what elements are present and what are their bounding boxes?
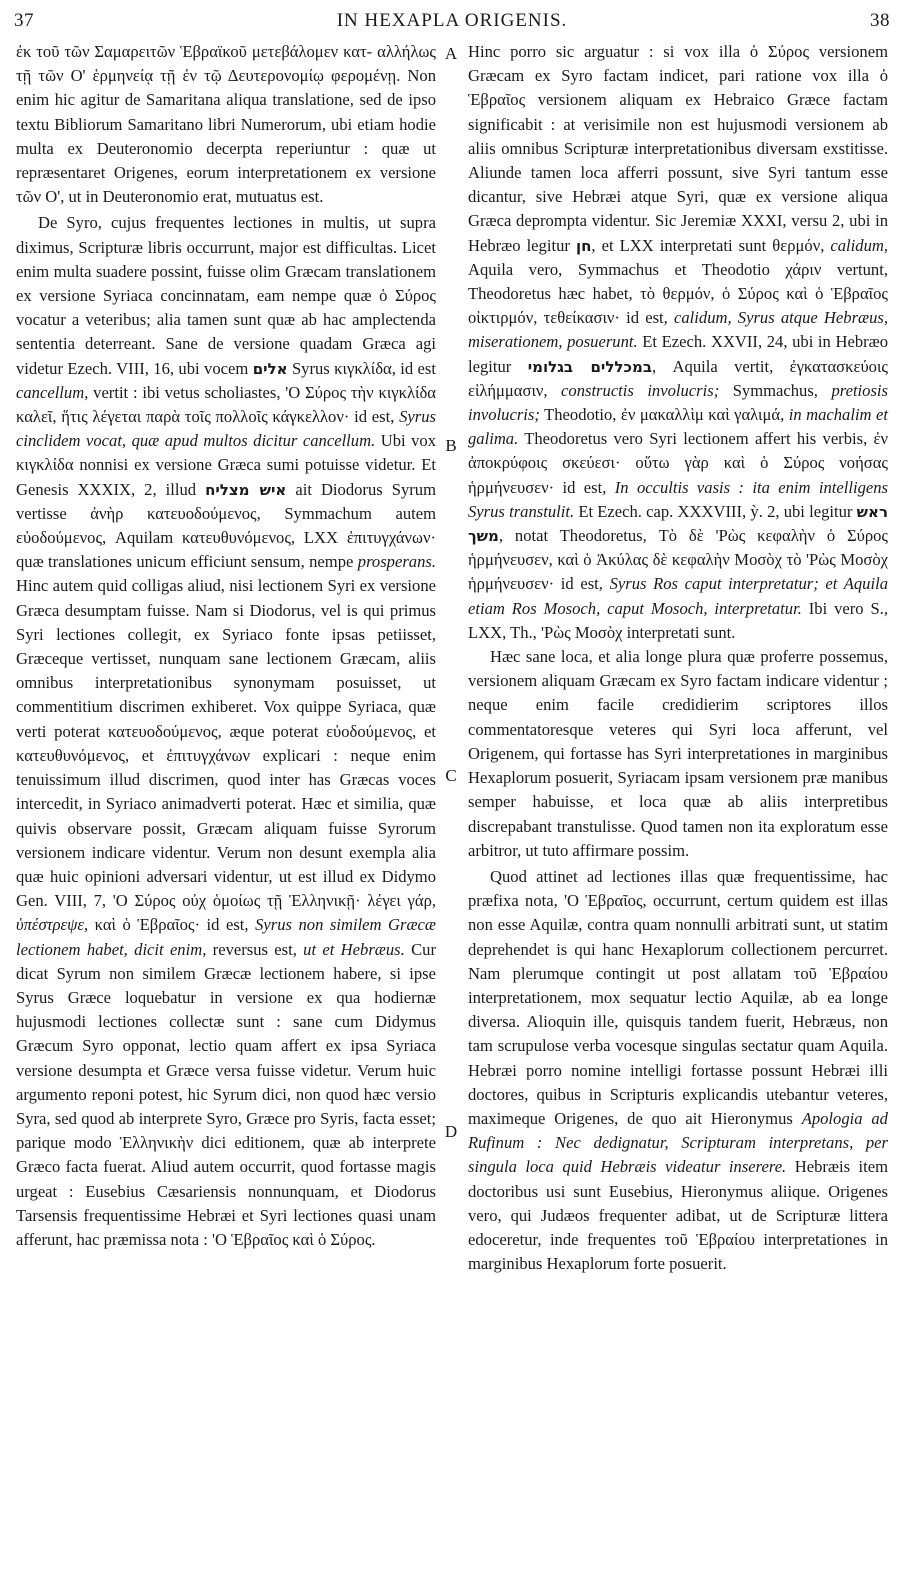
margin-letter-b: B: [445, 436, 457, 455]
left-column: [16, 40, 436, 1252]
hebrew-word: איש מצליח: [205, 480, 287, 499]
left-paragraph-2: De Syro, cujus frequentes lectiones in multis, ut supra diximus, Scripturæ libris occurrunt, major est difficultas. Licet enim multa suadere possint, fuisse olim Græcam translationem ex versione Syriaca concinnatam, eam nempe quæ ὁ Σύρος vocatur a veteribus; alia tamen sunt quæ ab hac amplectenda sententia deterreant. Sane de versione quadam Græca agi videtur Ezech. VIII, 16, ubi vocem אלים Syrus κιγκλίδα, id est cancellum, vertit : ibi vetus scholiastes, 'Ο Σύρος τὴν κιγκλίδα καλεῖ, ἥτις λέγεται παρὰ τοῖς πολλοῖς κάγκελλον· id est, Syrus cinclidem vocat, quæ apud multos dicitur cancellum. Ubi vox κιγκλίδα nonnisi ex versione Græca sumi potuisse videtur. Et Genesis XXXIX, 2, illud איש מצליח ait Diodorus Syrum vertisse ἀνὴρ κατευοδούμενος, Symmachum autem εὐοδούμενος, Aquilam κατευθυνόμενος, LXX ἐπιτυγχάνων· quæ translationes unicum efficiunt sensum, nempe prosperans. Hinc autem quid colligas aliud, nisi lectionem Syri ex versione Græca desumptam fuisse. Nam si Diodorus, vel is qui primus Syri lectiones collegit, ex Syriaco fonte ipsas petiisset, Græceque vertisset, nunquam sane lectionem Græcam, aliis omnibus interpretationibus synonymam posuisset, ut commentitium discrimen exhiberet. Vox quippe Syriaca, quæ verti poterat κατευοδούμενος, æque poterat εὐοδούμενος, et κατευθυνόμενος, et ἐπιτυγχάνων explicari : neque enim tenuissimum illud discrimen, quod inter has Græcas voces intercedit, in Syriaco animadverti poterat. Hæc et similia, quæ quivis observare possit, Græcam aliquam fuisse Syrorum versionem indicare videntur. Verum non desunt exempla alia quæ huic opinioni adversari videntur, ut est illud ex Didymo Gen. VIII, 7, 'Ο Σύρος οὐχ ὁμοίως τῇ Ἑλληνικῇ· λέγει γάρ, ὑπέστρεψε, καὶ ὁ Ἑβραῖος· id est, Syrus non similem Græcæ lectionem habet, dicit enim, reversus est, ut et Hebræus. Cur dicat Syrum non similem Græcæ lectionem habere, si ipse Syrus Græce loquebatur in versione ex qua hodiernæ hujusmodi lectiones collectæ sunt : sane cum Didymus Græcum Syro opponat, lectio quam affert ex ipsa Syriaca versione desumpta et Græce versa fuisse videtur. Verum huic argumento reponi potest, hic Syrum dici, non quod hæc versio Syra, sed quod ab interprete Syro, Græce pro Syris, facta esset; parique modo Ἑλληνικὴν dici editionem, quæ ab interprete Græco facta fuerat. Aliud autem occurrit, quod fortasse magis urgeat : Eusebius Cæsariensis nonnunquam, et Diodorus Tarsensis frequentissime Hebræi et Syri lectiones quasi unam afferunt, hac præmissa nota : 'Ο Ἑβραῖος καὶ ὁ Σύρος.: [16, 213, 436, 1249]
page-number-left: 37: [14, 10, 34, 31]
page-number-right: 38: [870, 10, 890, 31]
right-paragraph-1: Hinc porro sic arguatur : si vox illa ὁ Σύρος versionem Græcam ex Syro factam indicet, pari ratione vox illa ὁ Ἑβραῖος versionem aliquam ex Hebraico Græce factam significabit : at verisimile non est hujusmodi versionem ab aliis omnibus Scripturæ interpretationibus diversam exstitisse. Aliunde tamen loca afferri possunt, sive Syri tantum esse dicantur, sive Hebræi atque Syri, quæ ex versione aliqua Græca deprompta videntur. Sic Jeremiæ XXXI, versu 2, ubi in Hebræo legitur חן, et LXX interpretati sunt θερμόν, calidum, Aquila vero, Symmachus et Theodotio χάριν vertunt, Theodoretus hæc habet, τὸ θερμόν, ὁ Σύρος καὶ ὁ Ἑβραῖος οἰκτιρμόν, τεθείκασιν· id est, calidum, Syrus atque Hebræus, miserationem, posuerunt. Et Ezech. XXVII, 24, ubi in Hebræo legitur במכללים בגלומי, Aquila vertit, ἐγκατασκεύοις εἰλήμμασιν, constructis involucris; Symmachus, pretiosis involucris; Theodotio, ἐν μακαλλὶμ καὶ γαλιμά, in machalim et galima. Theodoretus vero Syri lectionem affert his verbis, ἐν ἀποκρύφοις σκεύεσι· οὕτω γὰρ καὶ ὁ Σύρος νοήσας ἡρμήνευσεν· id est, In occultis vasis : ita enim intelligens Syrus transtulit. Et Ezech. cap. XXXVIII, ỳ. 2, ubi legitur ראש משך, notat Theodoretus, Τὸ δὲ 'Ρὼς κεφαλὴν ὁ Σύρος ἡρμήνευσεν, καὶ ὁ Ἀκύλας δὲ κεφαλὴν Μοσὸχ τὸ 'Ρὼς Μοσὸχ ἡρμήνευσεν· id est, Syrus Ros caput interpretatur; et Aquila etiam Ros Mosoch, caput Mosoch, interpretatur. Ibi vero S., LXX, Th., 'Ρὼς Μοσὸχ interpretati sunt.: [468, 42, 889, 642]
right-paragraph-2: Hæc sane loca, et alia longe plura quæ proferre possemus, versionem aliquam Græcam ex Syro factam indicare videntur ; neque enim facile credidierim scriptores illos commentatoresque veteres qui Syri loca afferunt, vel Origenem, qui fortasse has Syri interpretationes in marginibus Hexaplorum posuerit, Syriacam ipsam versionem præ manibus semper habuisse, et loca quæ ab aliis interpretibus discrepabant transtulisse. Quod tamen non ita exploratum esse arbitror, ut tuto affirmare possim.: [468, 647, 888, 860]
hebrew-word: במכללים בגלומי: [527, 357, 653, 376]
right-paragraph-3: Quod attinet ad lectiones illas quæ frequentissime, hac præfixa nota, 'Ο Ἑβραῖος, occurrunt, certum quidem est illas non esse Aquilæ, contra quam nonnulli arbitrati sunt, ut statim deprehendet is qui hanc Hexaplorum collectionem percurret. Nam plerumque contingit ut post allatam τοῦ Ἑβραίου interpretationem, mox sequatur lectio Aquilæ, ab ea longe diversa. Alioquin ille, quisquis tandem fuerit, Hebræus, non tam scrupulose verba vocesque singulas sectatur quam Aquila. Hebræi porro nomine intelligi fortasse possunt Hebræi illi doctores, quibus in Scripturis explicandis utebantur veteres, maximeque Origenes, de quo ait Hieronymus Apologia ad Rufinum : Nec dedignatur, Scripturam interpretans, per singula loca quid Hebræis videatur inserere. Hebræis item doctoribus usi sunt Eusebius, Hieronymus aliique. Origenes vero, qui Judæos frequenter adibat, ut de Scripturæ littera edoceretur, inde frequentes τοῦ Ἑβραίου interpretationes in marginibus Hexaplorum forte posuerit.: [468, 866, 889, 1274]
left-paragraph-1: ἐκ τοῦ τῶν Σαμαρειτῶν Ἑβραϊκοῦ μετεβάλομεν κατ- αλλήλως τῇ τῶν Ο' ἑρμηνείᾳ τῇ ἐν τῷ Δευτερονομίῳ φερομένῃ. Non enim hic agitur de Samaritana aliqua translatione, sed de ipso textu Bibliorum Samaritano libri Numerorum, ubi etiam hodie multa ex Deuteronomio decerpta reperiuntur : quæ ut repræsentaret Origenes, eorum interpretationem ex versione τῶν Ο', ut in Deuteronomio erat, mutuatus est.: [16, 42, 436, 207]
page-header: [14, 10, 890, 36]
right-column: [468, 40, 888, 1276]
margin-letter-a: A: [444, 44, 458, 63]
running-title: IN HEXAPLA ORIGENIS.: [336, 10, 568, 31]
hebrew-word: ראש משך: [468, 502, 888, 546]
margin-letter-c: C: [445, 766, 457, 785]
hebrew-word: אלים: [252, 359, 288, 378]
margin-letter-d: D: [444, 1122, 458, 1141]
hebrew-word: חן: [575, 236, 592, 255]
